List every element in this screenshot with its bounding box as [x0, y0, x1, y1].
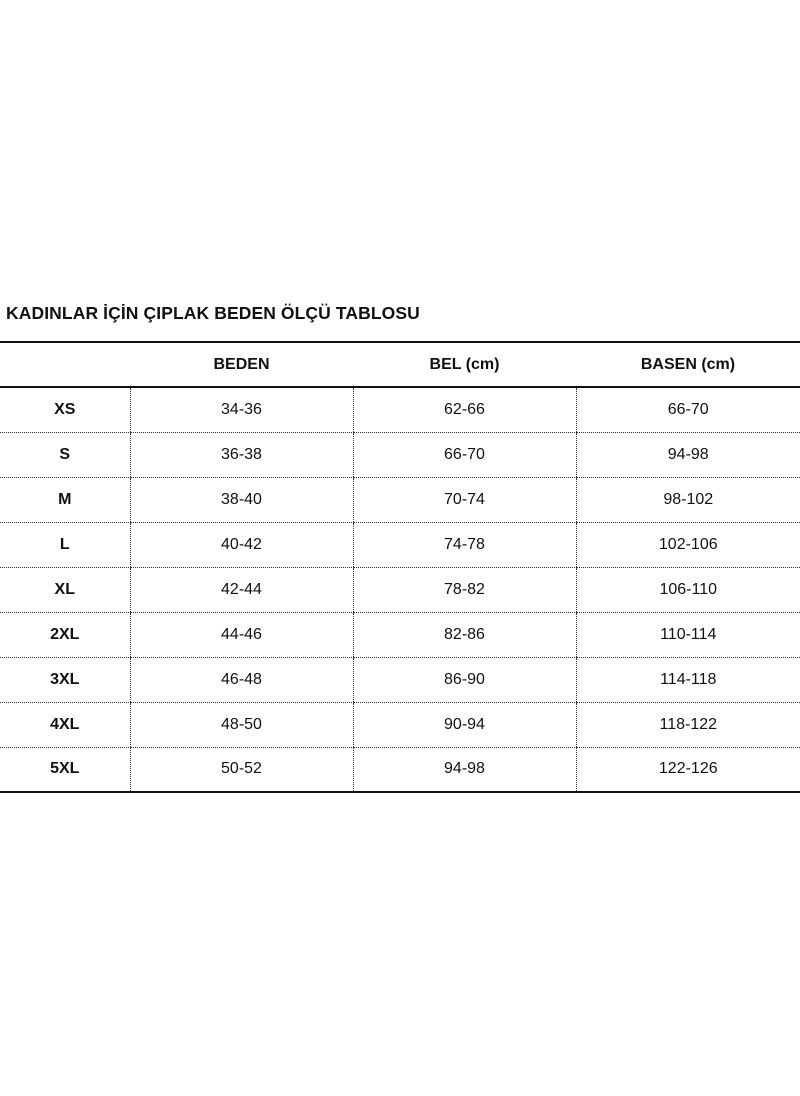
basen-cell: 110-114: [576, 612, 800, 657]
size-cell: L: [0, 522, 130, 567]
beden-cell: 50-52: [130, 747, 353, 792]
table-row: [0, 432, 800, 477]
basen-cell: 106-110: [576, 567, 800, 612]
beden-cell: 34-36: [130, 387, 353, 432]
size-cell: 3XL: [0, 657, 130, 702]
header-beden: BEDEN: [130, 342, 353, 387]
bel-cell: 90-94: [353, 702, 576, 747]
header-row: [0, 342, 800, 387]
size-cell: XS: [0, 387, 130, 432]
basen-cell: 118-122: [576, 702, 800, 747]
table-row: [0, 657, 800, 702]
bel-cell: 74-78: [353, 522, 576, 567]
table-row: [0, 387, 800, 432]
beden-cell: 46-48: [130, 657, 353, 702]
basen-cell: 122-126: [576, 747, 800, 792]
header-size-label: [0, 342, 130, 387]
beden-cell: 40-42: [130, 522, 353, 567]
basen-cell: 94-98: [576, 432, 800, 477]
size-cell: XL: [0, 567, 130, 612]
beden-cell: 48-50: [130, 702, 353, 747]
basen-cell: 98-102: [576, 477, 800, 522]
table-row: [0, 612, 800, 657]
table-row: [0, 702, 800, 747]
table-row: [0, 567, 800, 612]
size-chart-table: [0, 341, 800, 793]
size-cell: 5XL: [0, 747, 130, 792]
bel-cell: 94-98: [353, 747, 576, 792]
size-cell: 2XL: [0, 612, 130, 657]
basen-cell: 66-70: [576, 387, 800, 432]
size-cell: 4XL: [0, 702, 130, 747]
beden-cell: 42-44: [130, 567, 353, 612]
bel-cell: 82-86: [353, 612, 576, 657]
beden-cell: 44-46: [130, 612, 353, 657]
size-cell: M: [0, 477, 130, 522]
basen-cell: 102-106: [576, 522, 800, 567]
table-row: [0, 522, 800, 567]
size-cell: S: [0, 432, 130, 477]
bel-cell: 70-74: [353, 477, 576, 522]
table-row: [0, 747, 800, 792]
table-header: [0, 342, 800, 387]
page-title: KADINLAR İÇİN ÇIPLAK BEDEN ÖLÇÜ TABLOSU: [6, 303, 420, 323]
header-bel: BEL (cm): [353, 342, 576, 387]
header-basen: BASEN (cm): [576, 342, 800, 387]
table-body: [0, 387, 800, 792]
bel-cell: 78-82: [353, 567, 576, 612]
bel-cell: 62-66: [353, 387, 576, 432]
bel-cell: 86-90: [353, 657, 576, 702]
bel-cell: 66-70: [353, 432, 576, 477]
beden-cell: 36-38: [130, 432, 353, 477]
beden-cell: 38-40: [130, 477, 353, 522]
table-row: [0, 477, 800, 522]
basen-cell: 114-118: [576, 657, 800, 702]
